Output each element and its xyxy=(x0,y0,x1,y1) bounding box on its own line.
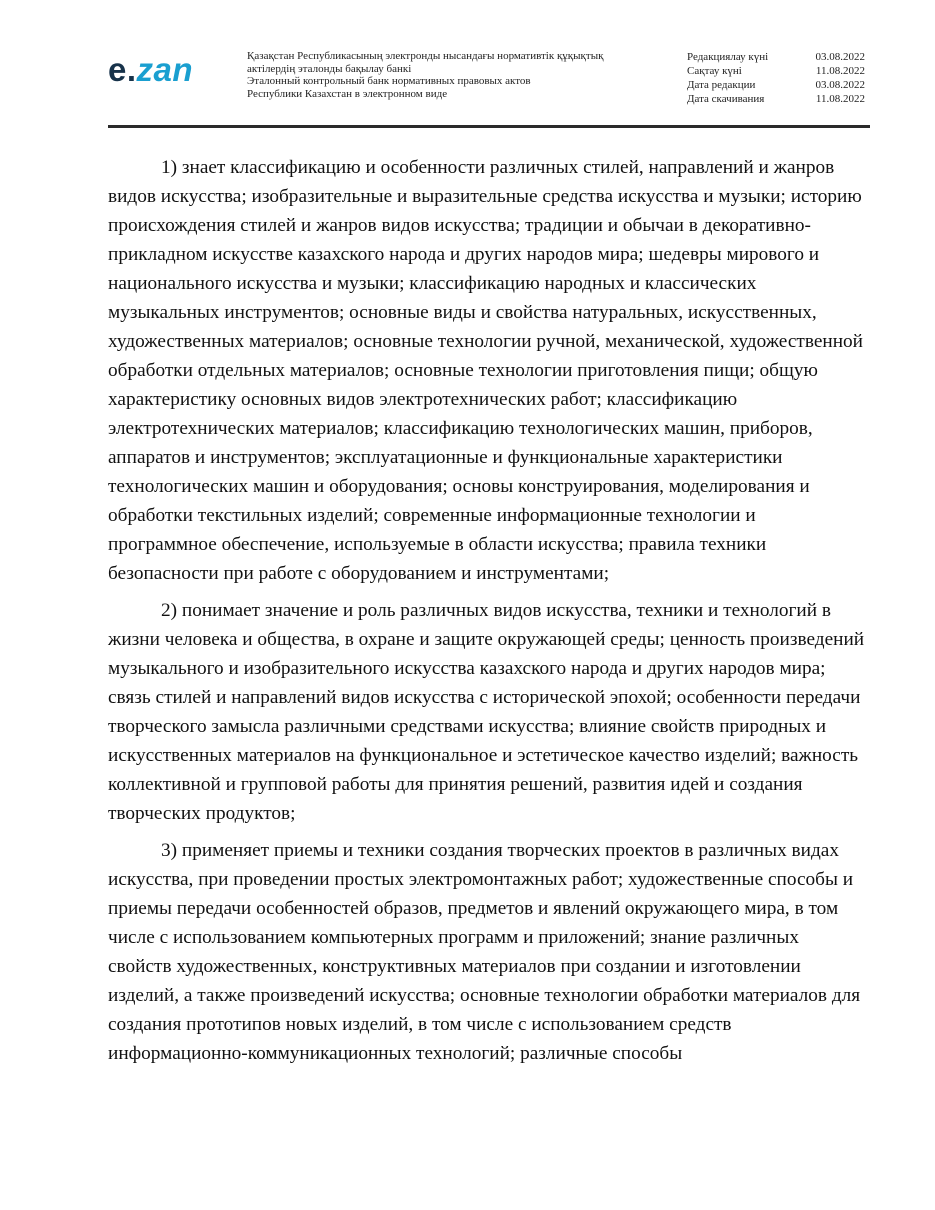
header-description-line: Республики Казахстан в электронном виде xyxy=(247,87,448,100)
date-value: 11.08.2022 xyxy=(815,93,865,105)
paragraph-2: 2) понимает значение и роль различных видов искусства, техники и технологий в жизни человека и общества, в охране и защите окружающей среды; ценность произведений музыкального и изобразительного искусства казахского народа и других народов мира; связь стилей и направлений видов искусства с исторической эпохой; особенности передачи творческого замысла различными средствами искусства; влияние свойств природных и искусственных материалов на функциональное и эстетическое качество изделий; важность коллективной и групповой работы для принятия решений, развития идей и создания творческих продуктов; xyxy=(108,600,865,824)
date-value: 03.08.2022 xyxy=(815,51,865,63)
header-description-line: Қазақстан Республикасының электронды нысандағы нормативтік құқықтық xyxy=(247,50,604,62)
date-label: Дата редакции xyxy=(687,79,756,91)
date-label: Редакциялау күні xyxy=(687,51,769,63)
date-row-edit-ru xyxy=(687,78,865,92)
header-description xyxy=(247,50,667,100)
date-value: 11.08.2022 xyxy=(815,65,865,77)
date-row-edit-kz xyxy=(687,50,865,64)
date-row-download-ru xyxy=(687,92,865,106)
header-description-line: актілердің эталонды бақылау банкі xyxy=(247,62,412,75)
date-value: 03.08.2022 xyxy=(815,79,865,91)
ezan-logo: e.zan xyxy=(108,51,194,88)
document-body xyxy=(108,153,866,1076)
header-divider xyxy=(108,125,870,128)
paragraph-3: 3) применяет приемы и техники создания творческих проектов в различных видах искусства, при проведении простых электромонтажных работ; художественные способы и приемы передачи особенностей образов, предметов и явлений окружающего мира, в том числе с использованием компьютерных программ и приложений; знание различных свойств художественных, конструктивных материалов при создании и изготовлении изделий, а также произведений искусства; основные технологии обработки материалов для создания прототипов новых изделий, в том числе с использованием средств информационно-коммуникационных технологий; различные способы xyxy=(108,840,861,1064)
paragraph-1: 1) знает классификацию и особенности различных стилей, направлений и жанров видов искусства; изобразительные и выразительные средства искусства и музыки; историю происхождения стилей и жанров видов искусства; традиции и обычаи в декоративно-прикладном искусстве казахского народа и других народов мира; шедевры мирового и национального искусства и музыки; классификацию народных и классических музыкальных инструментов; основные виды и свойства натуральных, искусственных, художественных материалов; основные технологии ручной, механической, художественной обработки отдельных материалов; основные технологии приготовления пищи; общую характеристику основных видов электротехнических работ; классификацию электротехнических материалов; классификацию технологических машин, приборов, аппаратов и инструментов; эксплуатационные и функциональные характеристики технологических машин и оборудования; основы конструирования, моделирования и обработки текстильных изделий; современные информационные технологии и программное обеспечение, используемые в области искусства; правила техники безопасности при работе с оборудованием и инструментами; xyxy=(108,157,863,584)
header-dates xyxy=(687,50,865,106)
header-description-line: Эталонный контрольный банк нормативных правовых актов xyxy=(247,75,531,87)
document-header xyxy=(0,0,935,130)
date-row-save-kz xyxy=(687,64,865,78)
date-label: Сақтау күні xyxy=(687,65,742,77)
date-label: Дата скачивания xyxy=(687,93,765,105)
